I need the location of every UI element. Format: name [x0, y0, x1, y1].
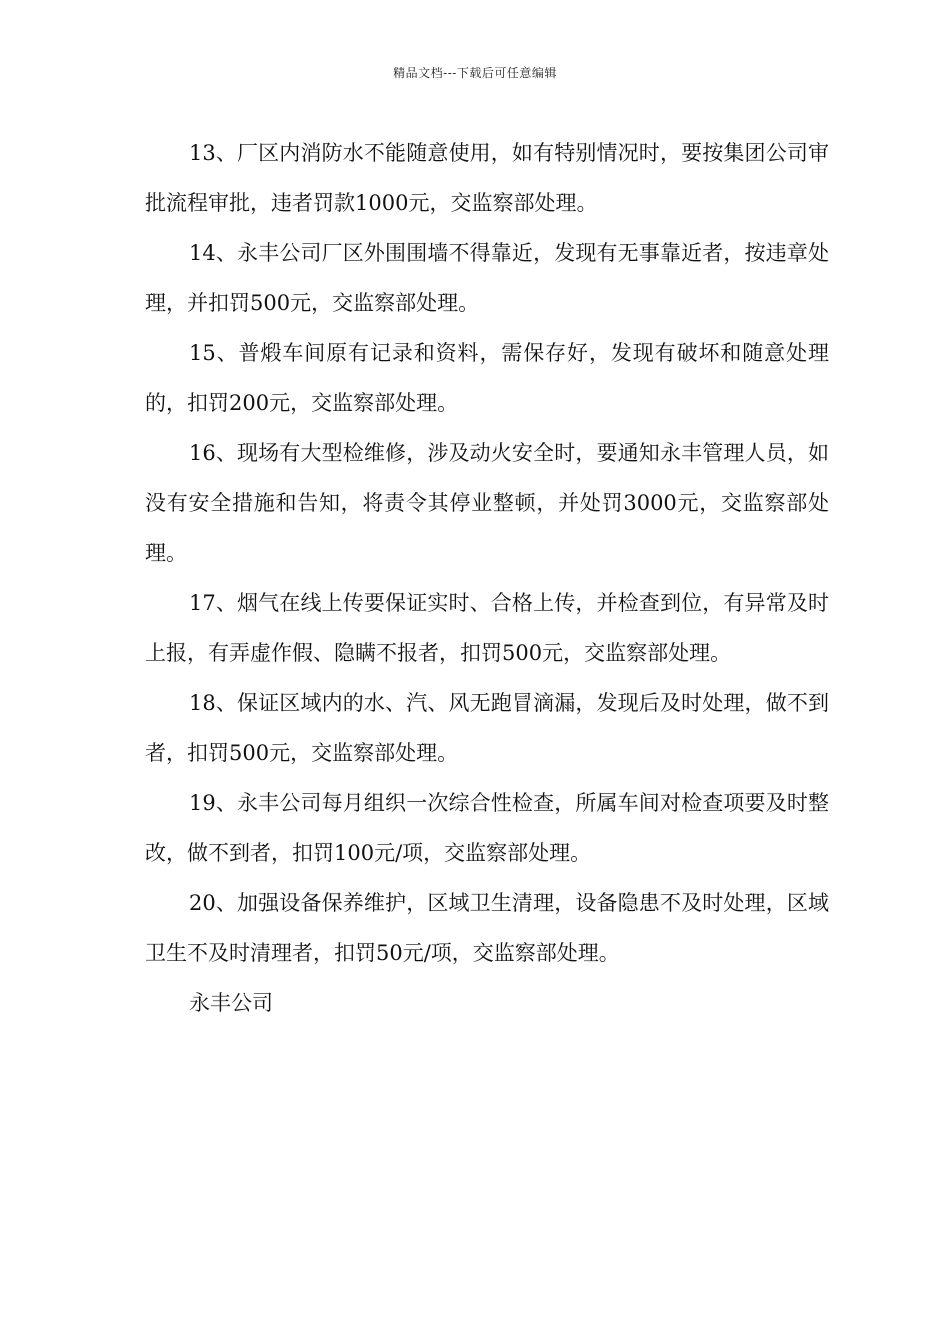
- rule-paragraph-16: 16、现场有大型检维修，涉及动火安全时，要通知永丰管理人员，如没有安全措施和告知，将责令其停业整顿，并处罚3000元，交监察部处理。: [145, 441, 829, 565]
- page-header: 精品文档---下载后可任意编辑: [393, 66, 557, 80]
- rule-paragraph-18: 18、保证区域内的水、汽、风无跑冒滴漏，发现后及时处理，做不到者，扣罚500元，交监察部处理。: [145, 691, 829, 765]
- rule-paragraph-15: 15、普煅车间原有记录和资料，需保存好，发现有破坏和随意处理的，扣罚200元，交监察部处理。: [145, 341, 829, 415]
- rule-paragraph-13: 13、厂区内消防水不能随意使用，如有特别情况时，要按集团公司审批流程审批，违者罚款1000元，交监察部处理。: [145, 141, 829, 215]
- rule-paragraph-14: 14、永丰公司厂区外围围墙不得靠近，发现有无事靠近者，按违章处理，并扣罚500元，交监察部处理。: [145, 241, 829, 315]
- rule-paragraph-17: 17、烟气在线上传要保证实时、合格上传，并检查到位，有异常及时上报，有弄虚作假、隐瞒不报者，扣罚500元，交监察部处理。: [145, 591, 829, 665]
- rule-paragraph-19: 19、永丰公司每月组织一次综合性检查，所属车间对检查项要及时整改，做不到者，扣罚100元/项，交监察部处理。: [145, 791, 829, 865]
- signature-company: 永丰公司: [189, 991, 273, 1015]
- document-body: [145, 128, 829, 1028]
- rule-paragraph-20: 20、加强设备保养维护，区域卫生清理，设备隐患不及时处理，区域卫生不及时清理者，扣罚50元/项，交监察部处理。: [145, 891, 829, 965]
